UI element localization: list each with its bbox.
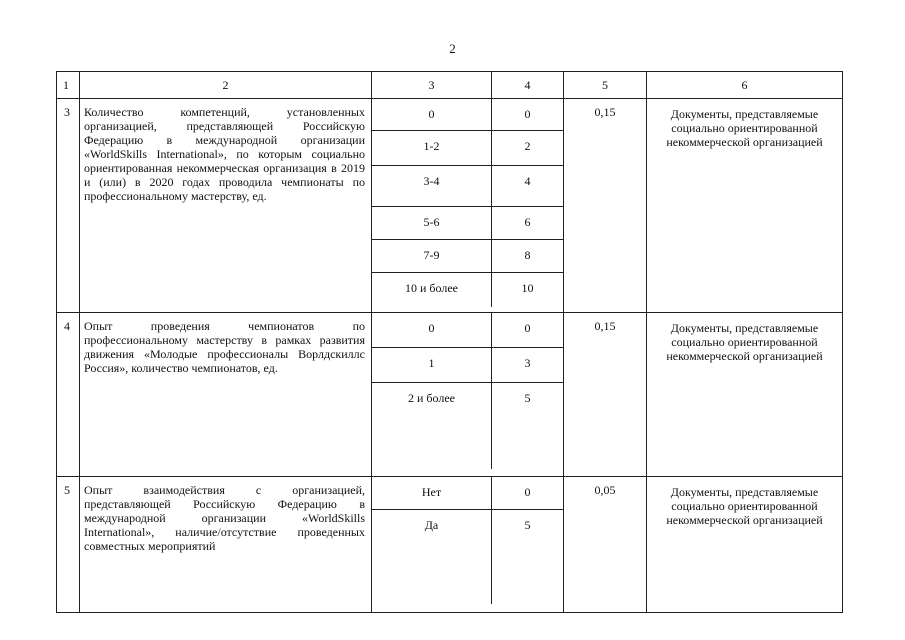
table-row <box>57 313 843 477</box>
criterion-points: 5 <box>524 391 531 405</box>
criterion-weight: 0,15 <box>564 313 647 477</box>
value-row <box>372 477 563 510</box>
value-row <box>372 240 563 273</box>
criterion-points: 0 <box>524 107 531 121</box>
criterion-value: 2 и более <box>372 383 492 469</box>
criterion-points: 8 <box>524 248 531 262</box>
header-col-3: 3 <box>372 72 492 99</box>
criterion-description: Количество компетенций, установленных организацией, представляющей Российскую Федерацию в международной организации «WorldSkills International», по которым социально ориентированная некоммерческая организация в 2019 и (или) в 2020 годах проводила чемпионаты по профессиональному мастерству, ед. <box>80 99 372 313</box>
page-number: 2 <box>449 41 456 56</box>
criterion-description: Опыт взаимодействия с организацией, представляющей Российскую Федерацию в международной организации «WorldSkills International», наличие/отсутствие проведенных совместных мероприятий <box>80 477 372 613</box>
criterion-weight: 0,15 <box>564 99 647 313</box>
row-number: 3 <box>57 99 80 313</box>
value-row <box>372 510 563 604</box>
row-number: 4 <box>57 313 80 477</box>
value-row <box>372 99 563 131</box>
value-row <box>372 348 563 383</box>
table-row <box>57 99 843 313</box>
criteria-table <box>56 71 843 613</box>
criterion-points: 5 <box>524 518 531 532</box>
criterion-value: 0 <box>372 313 492 347</box>
value-points-grid <box>372 477 564 613</box>
value-row <box>372 383 563 469</box>
criterion-value: 3-4 <box>372 166 492 206</box>
value-row <box>372 313 563 348</box>
criterion-value: 1 <box>372 348 492 382</box>
header-row <box>57 72 843 99</box>
criterion-points: 4 <box>524 174 531 188</box>
header-col-5: 5 <box>564 72 647 99</box>
header-col-1: 1 <box>57 72 80 99</box>
value-row <box>372 131 563 166</box>
value-points-grid <box>372 313 564 477</box>
supporting-documents: Документы, представляемые социально ориентированной некоммерческой организацией <box>647 99 843 313</box>
supporting-documents: Документы, представляемые социально ориентированной некоммерческой организацией <box>647 313 843 477</box>
criterion-points: 3 <box>524 356 531 370</box>
criterion-weight: 0,05 <box>564 477 647 613</box>
value-points-grid <box>372 99 564 313</box>
criterion-value: 1-2 <box>372 131 492 165</box>
criterion-value: Да <box>372 510 492 604</box>
criterion-points: 10 <box>521 281 534 295</box>
header-col-2: 2 <box>80 72 372 99</box>
value-row <box>372 273 563 307</box>
value-row <box>372 207 563 240</box>
criterion-value: 10 и более <box>372 273 492 307</box>
value-row <box>372 166 563 207</box>
criterion-description: Опыт проведения чемпионатов по профессиональному мастерству в рамках развития движения «Молодые профессионалы Ворлдскиллс Россия», количество чемпионатов, ед. <box>80 313 372 477</box>
criterion-points: 2 <box>524 139 531 153</box>
table-row <box>57 477 843 613</box>
row-number: 5 <box>57 477 80 613</box>
criterion-value: Нет <box>372 477 492 509</box>
criterion-value: 0 <box>372 99 492 130</box>
criterion-value: 7-9 <box>372 240 492 272</box>
criterion-points: 0 <box>524 321 531 335</box>
header-col-4: 4 <box>492 72 564 99</box>
criterion-points: 0 <box>524 485 531 499</box>
header-col-6: 6 <box>647 72 843 99</box>
criterion-points: 6 <box>524 215 531 229</box>
supporting-documents: Документы, представляемые социально ориентированной некоммерческой организацией <box>647 477 843 613</box>
criterion-value: 5-6 <box>372 207 492 239</box>
